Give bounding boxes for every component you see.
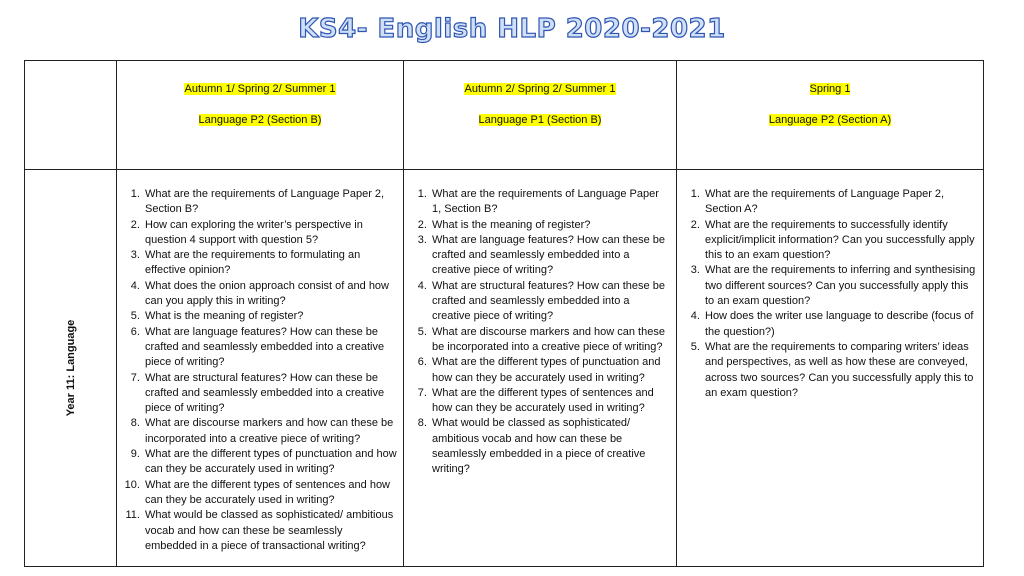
question-list <box>677 170 983 401</box>
question-item: 1. What are the requirements of Language Paper 2, Section B? <box>143 187 397 218</box>
questions-cell-1 <box>117 170 404 567</box>
question-item: 11. What would be classed as sophisticated/ ambitious vocab and how can these be seamlessly embedded in a piece of transactional writing? <box>143 508 397 554</box>
question-item: 4. How does the writer use language to describe (focus of the question?) <box>703 309 979 340</box>
column-header-2 <box>404 61 677 170</box>
question-item: 4. What does the onion approach consist of and how can you apply this in writing? <box>143 279 397 310</box>
question-item: 3. What are the requirements to inferring and synthesising two different sources? Can you successfully apply this to an exam question? <box>703 263 979 309</box>
question-item: 9. What are the different types of punctuation and how can they be accurately used in writing? <box>143 447 397 478</box>
curriculum-table <box>24 60 984 567</box>
question-item: 7. What are the different types of sentences and how can they be accurately used in writing? <box>430 386 670 417</box>
question-item: 5. What is the meaning of register? <box>143 309 397 324</box>
question-item: 10. What are the different types of sentences and how can they be accurately used in writing? <box>143 478 397 509</box>
term-label: Spring 1 <box>809 83 851 95</box>
row-label-cell <box>25 170 117 567</box>
question-item: 2. What is the meaning of register? <box>430 218 670 233</box>
question-item: 5. What are discourse markers and how can these be incorporated into a creative piece of writing? <box>430 325 670 356</box>
question-list <box>117 170 403 554</box>
question-item: 2. How can exploring the writer’s perspective in question 4 support with question 5? <box>143 218 397 249</box>
question-item: 8. What would be classed as sophisticated/ ambitious vocab and how can these be seamlessly embedded in a piece of creative writing? <box>430 416 670 477</box>
question-item: 1. What are the requirements of Language Paper 2, Section A? <box>703 187 979 218</box>
column-header-3 <box>677 61 984 170</box>
question-item: 3. What are language features? How can these be crafted and seamlessly embedded into a creative piece of writing? <box>430 233 670 279</box>
question-item: 4. What are structural features? How can these be crafted and seamlessly embedded into a creative piece of writing? <box>430 279 670 325</box>
unit-label: Language P1 (Section B) <box>478 114 602 126</box>
term-label: Autumn 1/ Spring 2/ Summer 1 <box>184 83 336 95</box>
header-row <box>25 61 984 170</box>
question-list <box>404 170 676 478</box>
question-item: 6. What are language features? How can these be crafted and seamlessly embedded into a creative piece of writing? <box>143 325 397 371</box>
question-item: 7. What are structural features? How can these be crafted and seamlessly embedded into a creative piece of writing? <box>143 371 397 417</box>
content-row <box>25 170 984 567</box>
row-label: Year 11: Language <box>64 319 77 417</box>
question-item: 8. What are discourse markers and how can these be incorporated into a creative piece of writing? <box>143 416 397 447</box>
page-title: KS4- English HLP 2020-2021 <box>298 14 726 44</box>
question-item: 5. What are the requirements to comparing writers’ ideas and perspectives, as well as how these are conveyed, across two sources? Can you successfully apply this to an exam question? <box>703 340 979 401</box>
question-item: 1. What are the requirements of Language Paper 1, Section B? <box>430 187 670 218</box>
question-item: 6. What are the different types of punctuation and how can they be accurately used in writing? <box>430 355 670 386</box>
unit-label: Language P2 (Section A) <box>768 114 892 126</box>
questions-cell-2 <box>404 170 677 567</box>
question-item: 2. What are the requirements to successfully identify explicit/implicit information? Can you successfully apply this to an exam question? <box>703 218 979 264</box>
corner-cell <box>25 61 117 170</box>
unit-label: Language P2 (Section B) <box>198 114 322 126</box>
question-item: 3. What are the requirements to formulating an effective opinion? <box>143 248 397 279</box>
column-header-1 <box>117 61 404 170</box>
term-label: Autumn 2/ Spring 2/ Summer 1 <box>464 83 616 95</box>
questions-cell-3 <box>677 170 984 567</box>
